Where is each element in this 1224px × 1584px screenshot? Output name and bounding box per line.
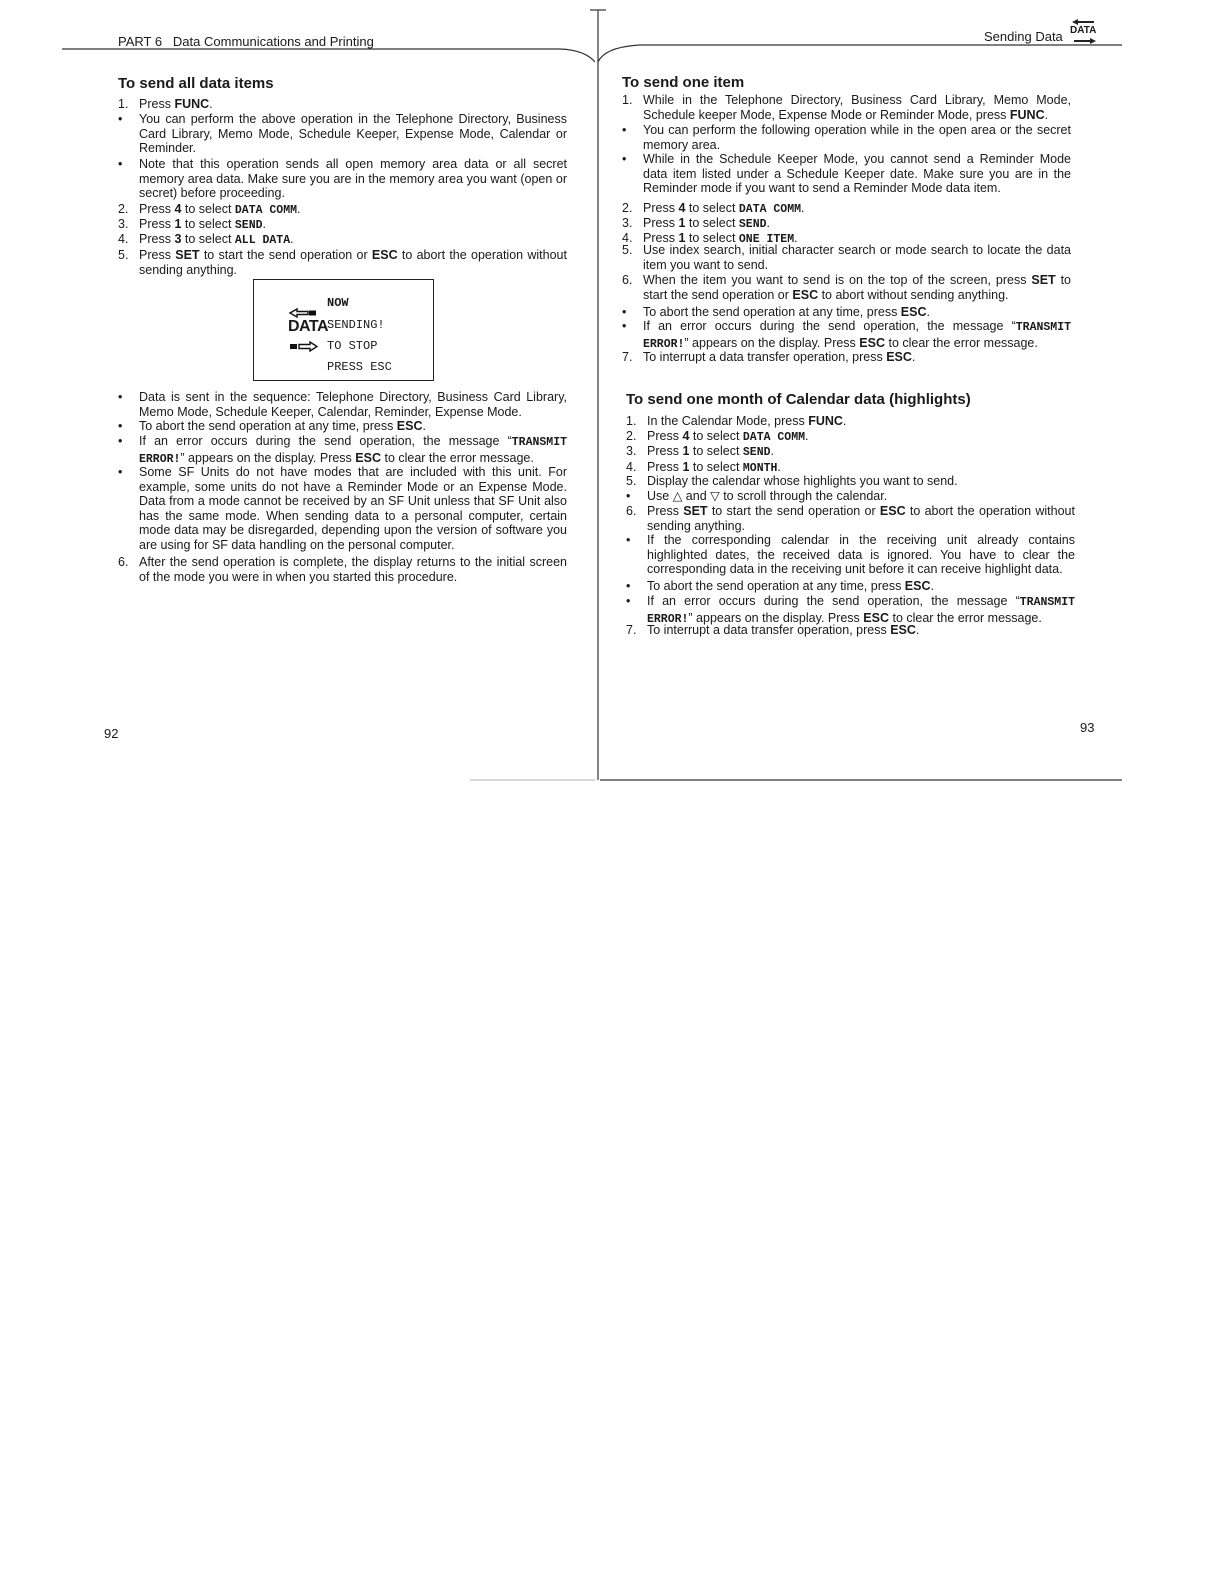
bullet-note [622, 152, 1071, 196]
step-number: 5. [118, 248, 129, 262]
key-label: FUNC [808, 414, 843, 428]
step-item [622, 273, 1072, 302]
body-text: to select [689, 429, 743, 443]
lcd-data-icon [288, 307, 328, 353]
bullet-note [118, 112, 567, 156]
header-right: Sending Data [984, 29, 1063, 44]
bullet-marker: • [622, 152, 627, 166]
header-left [118, 34, 374, 49]
key-label: ESC [886, 350, 912, 364]
menu-command: ALL DATA [234, 234, 291, 247]
body-text: While in the Schedule Keeper Mode, you cannot send a Reminder Mode data item listed under a Schedule Keeper date. Make sure you are in the Reminder mode if you want to send a Reminder Mode data item. [643, 152, 1071, 196]
menu-command: TRANSMIT ERROR! [647, 596, 1075, 626]
section-title-send-month: To send one month of Calendar data (highlights) [626, 391, 971, 408]
body-text: If an error occurs during the send operation, the message “ [643, 319, 1016, 333]
menu-command: DATA COMM [234, 204, 298, 217]
step-number: 7. [622, 350, 633, 364]
key-label: ESC [890, 623, 916, 637]
bullet-note [118, 465, 567, 553]
section-title-send-all: To send all data items [118, 75, 274, 92]
step-item [626, 623, 1075, 638]
step-number: 7. [626, 623, 637, 637]
body-text: Press [139, 217, 175, 231]
step-item [626, 474, 1075, 489]
body-text: You can perform the above operation in the Telephone Directory, Business Card Library, Memo Mode, Schedule Keeper, Expense Mode, Calendar or Reminder. [139, 112, 567, 156]
step-number: 4. [622, 231, 633, 245]
step-item [626, 444, 1075, 461]
data-icon-label: DATA [1070, 25, 1097, 36]
step-item [118, 97, 567, 112]
step-item [622, 350, 1071, 365]
body-text: . [262, 217, 266, 231]
bullet-marker: • [118, 157, 123, 171]
key-label: ESC [859, 335, 885, 350]
body-text: to select [689, 460, 743, 474]
bullet-note [118, 434, 567, 467]
body-text: Note that this operation sends all open memory area data or all secret memory area data. Make sure you are in the memory area you want (open or secret) before proceeding. [139, 157, 567, 201]
body-text: . [209, 97, 213, 111]
bullet-marker: • [118, 390, 123, 404]
key-label: 3 [174, 232, 182, 246]
body-text: . [290, 232, 294, 246]
step-item [622, 93, 1071, 122]
step-number: 2. [118, 202, 129, 216]
step-number: 2. [622, 201, 633, 215]
menu-command: DATA COMM [742, 431, 806, 444]
bullet-marker: • [118, 112, 123, 126]
key-label: ESC [863, 610, 889, 625]
body-text: . [801, 201, 805, 215]
body-text: . [766, 216, 770, 230]
step-item [626, 504, 1075, 533]
body-text: . [794, 231, 798, 245]
body-text: To interrupt a data transfer operation, press [643, 350, 887, 364]
key-label: 1 [682, 444, 690, 458]
menu-command: SEND [738, 218, 767, 231]
step-number: 1. [118, 97, 129, 111]
body-text: Data is sent in the sequence: Telephone Directory, Business Card Library, Memo Mode, Schedule Keeper, Calendar, Reminder, Expense Mode. [139, 390, 567, 419]
key-label: 1 [682, 460, 690, 474]
bullet-note [118, 157, 567, 201]
body-text: . [297, 202, 301, 216]
step-number: 1. [622, 93, 633, 107]
lcd-line-to-stop: TO STOP [327, 339, 378, 353]
body-text: While in the Telephone Directory, Business Card Library, Memo Mode, Schedule keeper Mode, Expense Mode or Reminder Mode, press [643, 93, 1071, 122]
step-number: 3. [622, 216, 633, 230]
body-text: to abort without sending anything. [818, 287, 1009, 302]
lcd-display [253, 279, 434, 381]
step-number: 4. [118, 232, 129, 246]
body-text: ” appears on the display. Press [180, 450, 356, 465]
body-text: Use △ and ▽ to scroll through the calendar. [647, 489, 888, 503]
section-title-send-one: To send one item [622, 74, 745, 91]
step-number: 5. [626, 474, 637, 488]
body-text: ” appears on the display. Press [688, 610, 864, 625]
data-transfer-icon [1068, 18, 1100, 44]
bullet-marker: • [118, 465, 123, 479]
key-label: ESC [904, 579, 931, 593]
body-text: When the item you want to send is on the top of the screen, press [643, 273, 1032, 287]
body-text: . [930, 579, 934, 593]
body-text: to clear the error message. [889, 610, 1042, 625]
body-text: Press [647, 504, 684, 518]
body-text: If the corresponding calendar in the receiving unit already contains highlighted dates, the received data is ignored. You have to clear the corresponding data in the receiving unit before it can receive highlight data. [647, 533, 1075, 577]
menu-command: ONE ITEM [738, 233, 795, 246]
body-text: . [926, 305, 930, 319]
body-text: to select [689, 444, 743, 458]
body-text: to select [685, 201, 739, 215]
body-text: After the send operation is complete, the display returns to the initial screen of the mode you were in when you started this procedure. [139, 555, 567, 584]
body-text: In the Calendar Mode, press [647, 414, 809, 428]
key-label: ESC [355, 450, 381, 465]
menu-command: DATA COMM [738, 203, 802, 216]
key-label: ESC [879, 504, 906, 518]
page-number-right: 93 [1080, 720, 1095, 735]
part-label: PART 6 [118, 34, 163, 49]
menu-command: SEND [234, 219, 263, 232]
body-text: To interrupt a data transfer operation, press [647, 623, 891, 637]
body-text: If an error occurs during the send operation, the message “ [647, 594, 1020, 608]
body-text: to select [181, 217, 235, 231]
body-text: If an error occurs during the send operation, the message “ [139, 434, 512, 448]
bullet-marker: • [622, 319, 627, 333]
step-number: 2. [626, 429, 637, 443]
lcd-line-sending: SENDING! [327, 318, 385, 332]
bullet-note [626, 533, 1075, 577]
step-number: 6. [626, 504, 637, 518]
bullet-marker: • [626, 533, 631, 547]
key-label: 1 [678, 216, 686, 230]
bullet-note [626, 579, 1075, 594]
key-label: SET [1031, 273, 1056, 287]
key-label: ESC [371, 248, 398, 262]
bullet-marker: • [118, 434, 123, 448]
bullet-marker: • [626, 579, 631, 593]
body-text: Some SF Units do not have modes that are included with this unit. For example, some units do not have a Reminder Mode or an Expense Mode. Data from a mode cannot be received by an SF Unit unless that SF Unit also has the same mode. When sending data to a personal computer, certain mode data may be disregarded, depending upon the version of software you are using for SF data handling on the personal computer. [139, 465, 567, 552]
body-text: Press [139, 202, 175, 216]
body-text: To abort the send operation at any time, press [643, 305, 901, 319]
step-item [626, 414, 1075, 429]
lcd-line-press-esc: PRESS ESC [327, 360, 392, 374]
body-text: to abort the operation without sending anything. [139, 248, 567, 277]
menu-command: MONTH [742, 462, 778, 475]
step-number: 4. [626, 460, 637, 474]
bullet-marker: • [626, 594, 631, 608]
body-text: . [777, 460, 781, 474]
bullet-note [622, 305, 1071, 320]
body-text: to select [685, 216, 739, 230]
bullet-marker: • [118, 419, 123, 433]
body-text: to select [685, 231, 739, 245]
key-label: FUNC [174, 97, 210, 111]
body-text: to abort the operation without sending anything. [647, 504, 1075, 533]
body-text: . [911, 350, 916, 364]
key-label: ESC [900, 305, 927, 319]
bullet-marker: • [622, 305, 627, 319]
body-text: . [842, 414, 847, 428]
body-text: Use index search, initial character search or mode search to locate the data item you want to send. [643, 243, 1071, 272]
key-label: 4 [682, 429, 690, 443]
body-text: Press [139, 248, 176, 262]
body-text: Press [647, 444, 683, 458]
step-item [118, 555, 567, 584]
body-text: Press [643, 201, 679, 215]
bullet-note [118, 390, 567, 419]
body-text: to start the send operation or [643, 273, 1072, 302]
body-text: . [805, 429, 809, 443]
step-item [118, 248, 567, 277]
bullet-note [626, 489, 1075, 504]
body-text: to select [181, 232, 235, 246]
body-text: Display the calendar whose highlights you want to send. [647, 474, 958, 488]
lcd-data-label: DATA [288, 318, 329, 335]
body-text: to start the send operation or [199, 248, 372, 262]
key-label: SET [175, 248, 200, 262]
body-text: to clear the error message. [885, 335, 1038, 350]
body-text: Press [139, 97, 175, 111]
key-label: SET [683, 504, 708, 518]
body-text: to select [181, 202, 235, 216]
bullet-marker: • [622, 123, 627, 137]
bullet-note [118, 419, 567, 434]
step-number: 1. [626, 414, 637, 428]
key-label: ESC [792, 287, 819, 302]
key-label: FUNC [1009, 107, 1045, 122]
key-label: 4 [678, 201, 686, 215]
key-label: 1 [678, 231, 686, 245]
bullet-marker: • [626, 489, 631, 503]
page-number-left: 92 [104, 726, 119, 741]
step-number: 3. [626, 444, 637, 458]
menu-command: TRANSMIT ERROR! [139, 436, 567, 466]
bullet-note [622, 319, 1071, 352]
step-number: 5. [622, 243, 633, 257]
body-text: To abort the send operation at any time, press [139, 419, 397, 433]
body-text: . [1044, 107, 1049, 122]
lcd-line-now: NOW [327, 296, 349, 310]
body-text: to clear the error message. [381, 450, 534, 465]
chapter-title: Data Communications and Printing [172, 34, 374, 49]
step-number: 6. [118, 555, 129, 569]
menu-command: TRANSMIT ERROR! [643, 321, 1071, 351]
body-text: Press [643, 216, 679, 230]
body-text: Press [643, 231, 679, 245]
body-text: To abort the send operation at any time, press [647, 579, 905, 593]
body-text: You can perform the following operation while in the open area or the secret memory area. [643, 123, 1071, 152]
step-number: 3. [118, 217, 129, 231]
step-item [118, 232, 567, 249]
body-text: Press [139, 232, 175, 246]
menu-command: SEND [742, 446, 771, 459]
body-text: ” appears on the display. Press [684, 335, 860, 350]
body-text: Press [647, 460, 683, 474]
key-label: ESC [396, 419, 423, 433]
body-text: . [422, 419, 426, 433]
key-label: 1 [174, 217, 182, 231]
body-text: Press [647, 429, 683, 443]
body-text: . [770, 444, 774, 458]
bullet-note [622, 123, 1071, 152]
body-text: to start the send operation or [707, 504, 880, 518]
step-number: 6. [622, 273, 633, 287]
step-item [622, 243, 1071, 272]
body-text: . [915, 623, 920, 637]
key-label: 4 [174, 202, 182, 216]
